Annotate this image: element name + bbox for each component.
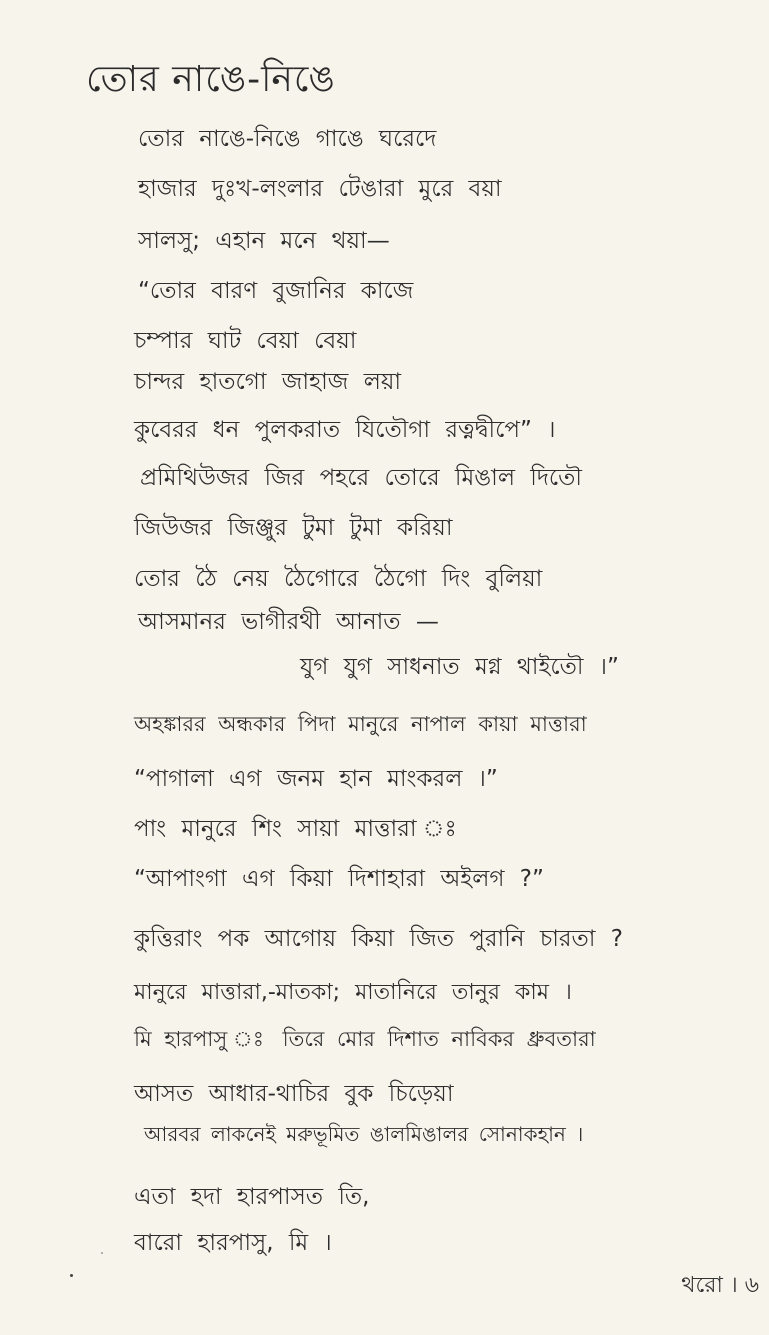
poem-title: তোর নাঙে-নিঙে [86, 59, 336, 100]
poem-line: আসমানর ভাগীরথী আনাত — [138, 609, 439, 635]
poem-line: তোর ঠৈ নেয় ঠৈগোরে ঠৈগো দিং বুলিয়া [134, 566, 543, 592]
poem-line: চান্দর হাতগো জাহাজ লয়া [134, 369, 402, 395]
poem-line: আসত আধার-থাচির বুক চিড়েয়া [134, 1081, 454, 1107]
poem-line: “তোর বারণ বুজানির কাজে [138, 278, 414, 304]
poem-line: হাজার দুঃখ-লংলার টেঙারা মুরে বয়া [138, 176, 502, 202]
ink-speck [101, 1252, 103, 1254]
ink-speck [70, 1274, 73, 1277]
poem-line: পাং মানুরে শিং সায়া মাত্তারা ঃ [134, 816, 465, 842]
poem-line: জিউজর জিঞ্জুর টুমা টুমা করিয়া [134, 515, 453, 541]
poem-line: “পাগালা এগ জনম হান মাংকরল ।” [134, 766, 498, 792]
poem-line: এতা হদা হারপাসত তি, [134, 1184, 370, 1210]
poem-line: মানুরে মাত্তারা,-মাতকা; মাতানিরে তানুর কাম । [134, 980, 572, 1005]
poem-line: আরবর লাকনেই মরুভূমিত ঙালমিঙালর সোনাকহান । [144, 1122, 584, 1146]
poem-line: অহঙ্কারর অন্ধকার পিদা মানুরে নাপাল কায়া মাত্তারা [134, 712, 587, 736]
page-footer: থরো । ৬ [681, 1273, 759, 1298]
poem-line: কুত্তিরাং পক আগোয় কিয়া জিত পুরানি চারতা ? [134, 926, 623, 952]
poem-line: বারো হারপাসু, মি । [134, 1230, 332, 1256]
poem-line: মি হারপাসু ঃ তিরে মোর দিশাত নাবিকর ধ্রুবতারা [134, 1027, 596, 1051]
poem-line: তোর নাঙে-নিঙে গাঙে ঘরেদে [138, 126, 437, 152]
poem-line: কুবেরর ধন পুলকরাত যিতৌগা রত্নদ্বীপে” । [134, 417, 556, 443]
poem-line: যুগ যুগ সাধনাত মগ্ন থাইতৌ ।” [300, 654, 619, 680]
poem-line: প্রমিথিউজর জির পহরে তোরে মিঙাল দিতৌ [140, 465, 583, 491]
poem-line: “আপাংগা এগ কিয়া দিশাহারা অইলগ ?” [134, 866, 544, 892]
poem-line: সালসু; এহান মনে থয়া— [138, 228, 390, 254]
poem-line: চম্পার ঘাট বেয়া বেয়া [134, 328, 357, 354]
